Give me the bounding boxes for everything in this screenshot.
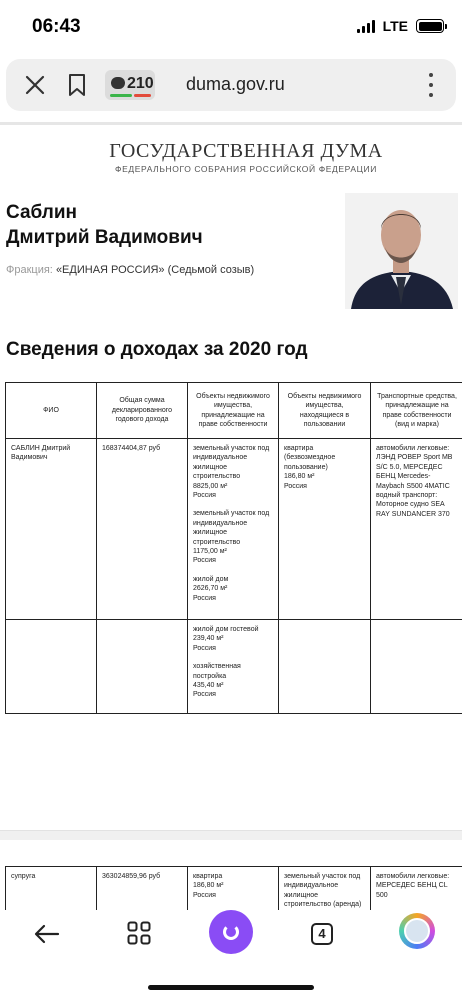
cell-name: САБЛИН Дмитрий Вадимович: [6, 439, 97, 620]
property-item: хозяйственная постройка 435,40 м² Россия: [193, 663, 241, 699]
cell-empty: [97, 620, 188, 714]
tabs-count-button[interactable]: [105, 70, 155, 100]
site-subtitle: ФЕДЕРАЛЬНОГО СОБРАНИЯ РОССИЙСКОЙ ФЕДЕРАЦИИ: [115, 164, 377, 174]
cell-empty: [6, 620, 97, 714]
header-income: Общая сумма декларированного годового дохода: [97, 383, 188, 439]
cell-vehicles: автомобили легковые: ЛЭНД РОВЕР Sport MB S/C 5.0, МЕРСЕДЕС БЕНЦ Mercedes-Maybach S500 4MATIC водный транспорт: Моторное судно SEA RAY SUNDANCER 370: [371, 439, 462, 620]
deputy-surname: Саблин: [6, 202, 78, 223]
tabs-button[interactable]: 4: [311, 923, 333, 945]
cell-owned: [188, 439, 279, 620]
deputy-name: [6, 200, 203, 250]
browser-address-bar: [6, 59, 456, 111]
property-item: жилой дом гостевой 239,40 м² Россия: [193, 626, 259, 652]
url-text[interactable]: duma.gov.ru: [186, 74, 285, 94]
home-indicator: [148, 985, 314, 990]
header-owned: Объекты недвижимого имущества, принадлежащие на праве собственности: [188, 383, 279, 439]
profile-avatar[interactable]: [399, 913, 435, 949]
tabs-count: 210: [127, 75, 154, 92]
header-used: Объекты недвижимого имущества, находящиеся в пользовании: [279, 383, 371, 439]
cell-vehicles: автомобили легковые: МЕРСЕДЕС БЕНЦ CL 500: [371, 867, 462, 927]
deputy-photo: [345, 193, 458, 309]
status-time: 06:43: [32, 16, 81, 37]
cell-owned: квартира 186,80 м² Россия: [188, 867, 279, 927]
badge-green-bar: [110, 94, 132, 97]
property-item: жилой дом 2626,70 м² Россия: [193, 575, 229, 602]
header-vehicles: Транспортные средства, принадлежащие на праве собственности (вид и марка): [371, 383, 462, 439]
income-section-title: Сведения о доходах за 2020 год: [6, 339, 308, 360]
property-item: земельный участок под индивидуальное жилищное строительство 1175,00 м² Россия: [193, 510, 270, 565]
page-divider: [0, 122, 462, 125]
menu-dots-icon[interactable]: [428, 73, 434, 97]
faction-label: Фракция:: [6, 264, 53, 276]
back-arrow-icon[interactable]: [34, 924, 60, 944]
table-row: [6, 439, 462, 620]
chat-bubble-icon: [111, 77, 125, 89]
battery-icon: [416, 19, 444, 33]
faction-value: «ЕДИНАЯ РОССИЯ» (Седьмой созыв): [55, 264, 255, 276]
status-bar: [0, 0, 462, 56]
signal-icon: [357, 19, 375, 33]
cell-income: 168374404,87 руб: [97, 439, 188, 620]
site-title: ГОСУДАРСТВЕННАЯ ДУМА: [109, 140, 383, 162]
cell-used: квартира (безвозмездное пользование) 186,80 м² Россия: [279, 439, 371, 620]
deputy-faction: [6, 264, 254, 276]
status-indicators: [357, 18, 444, 34]
cell-used: земельный участок под индивидуальное жилищное строительство (аренда): [279, 867, 371, 927]
income-table: [5, 382, 462, 714]
apps-grid-icon[interactable]: [127, 921, 151, 945]
badge-red-bar: [134, 94, 151, 97]
bookmark-icon[interactable]: [67, 73, 87, 97]
table-header-row: [6, 383, 462, 439]
alice-assistant-button[interactable]: [209, 910, 253, 954]
cell-owned: [188, 620, 279, 714]
cell-empty: [279, 620, 371, 714]
header-fio: ФИО: [6, 383, 97, 439]
table-row: [6, 620, 462, 714]
cell-name: супруга: [6, 867, 97, 927]
avatar-icon: [404, 918, 430, 944]
alice-icon: [223, 924, 239, 940]
network-type: LTE: [382, 18, 408, 34]
cell-income: 363024859,96 руб: [97, 867, 188, 927]
deputy-given-names: Дмитрий Вадимович: [6, 227, 203, 248]
page-separator: [0, 830, 462, 840]
close-icon[interactable]: [24, 74, 46, 96]
property-item: земельный участок под индивидуальное жилищное строительство 8825,00 м² Россия: [193, 445, 270, 500]
cell-empty: [371, 620, 462, 714]
